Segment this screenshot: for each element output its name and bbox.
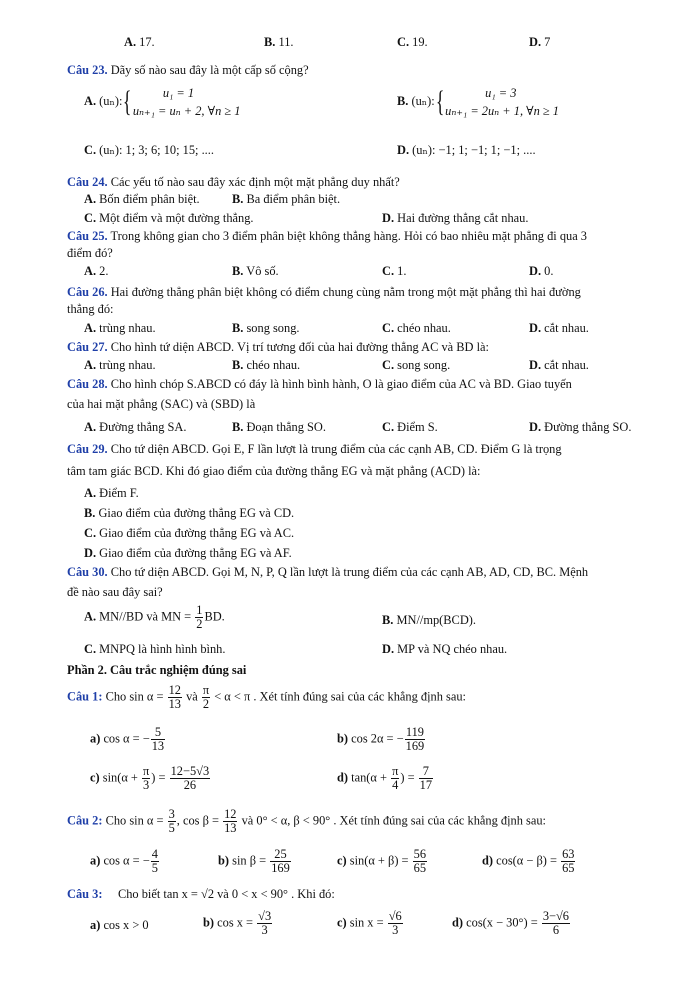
q27-stem: Câu 27. Cho hình tứ diện ABCD. Vị trí tương đối của hai đường thẳng AC và BD là:	[67, 340, 489, 354]
top-option-c: C. 19.	[397, 35, 428, 49]
tf3-statement-a: a) cos x > 0	[90, 918, 149, 932]
q27-option-a: A. trùng nhau.	[84, 358, 156, 372]
q28-option-b: B. Đoạn thẳng SO.	[232, 420, 326, 434]
q24-option-a: A. Bốn điểm phân biệt.	[84, 192, 200, 206]
q24-stem: Câu 24. Các yếu tố nào sau đây xác định một mặt phẳng duy nhất?	[67, 175, 400, 189]
q26-option-c: C. chéo nhau.	[382, 321, 451, 335]
q23-option-d: D. (uₙ): −1; 1; −1; 1; −1; ....	[397, 143, 536, 157]
q27-option-c: C. song song.	[382, 358, 451, 372]
top-option-b: B. 11.	[264, 35, 294, 49]
q24-option-b: B. Ba điểm phân biệt.	[232, 192, 341, 206]
tf2-statement-b: b) sin β = $\frac{25}{169}$	[218, 847, 290, 875]
tf2-statement-a: a) cos α = − $\frac{4}{5}$	[90, 847, 158, 875]
q30-option-a: A. MN//BD và MN = $\frac{1}{2}$ BD.	[84, 603, 225, 631]
q25-stem-line2: điểm đó?	[67, 246, 113, 260]
q28-option-d: D. Đường thẳng SO.	[529, 420, 632, 434]
q29-option-c: C. Giao điểm của đường thẳng EG và AC.	[84, 526, 295, 540]
tf2-stem: Câu 2: Cho sin α = $\frac{3}{5}$ , cos β = $\frac{12}{13}$ và 0° < α, β < 90° . Xét tính đúng sai của các khẳng định sau:	[67, 807, 546, 835]
q29-option-a: A. Điểm F.	[84, 486, 139, 500]
q26-option-b: B. song song.	[232, 321, 300, 335]
q26-option-a: A. trùng nhau.	[84, 321, 156, 335]
q30-stem-line2: đề nào sau đây sai?	[67, 585, 163, 599]
q25-stem-line1: Câu 25. Trong không gian cho 3 điểm phân biệt không thẳng hàng. Hỏi có bao nhiêu mặt phẳng đi qua 3	[67, 229, 588, 243]
q27-option-d: D. cắt nhau.	[529, 358, 589, 372]
tf1-statement-c: c) sin(α + $\frac{\pi}{3}$ ) = $\frac{12-5√3}{26}$	[90, 764, 210, 792]
q25-option-a: A. 2.	[84, 264, 109, 278]
tf3-statement-c: c) sin x = $\frac{√6}{3}$	[337, 909, 402, 937]
q25-option-d: D. 0.	[529, 264, 554, 278]
q30-option-d: D. MP và NQ chéo nhau.	[382, 642, 508, 656]
q28-stem-line1: Câu 28. Cho hình chóp S.ABCD có đáy là hình bình hành, O là giao điểm của AC và BD. Giao tuyến	[67, 377, 572, 391]
tf1-statement-d: d) tan(α + $\frac{\pi}{4}$ ) = $\frac{7}{17}$	[337, 764, 433, 792]
q24-option-c: C. Một điểm và một đường thẳng.	[84, 211, 254, 225]
q26-stem-line1: Câu 26. Hai đường thẳng phân biệt không có điểm chung cùng nằm trong một mặt phẳng thì hai đường	[67, 285, 581, 299]
q29-stem-line2: tâm tam giác BCD. Khi đó giao điểm của đường thẳng EG và mặt phẳng (ACD) là:	[67, 464, 481, 478]
q29-option-d: D. Giao điểm của đường thẳng EG và AF.	[84, 546, 292, 560]
q29-option-b: B. Giao điểm của đường thẳng EG và CD.	[84, 506, 295, 520]
q23-option-a: A. (uₙ):{ u₁ = 1 uₙ₊₁ = uₙ + 2, ∀n ≥ 1	[84, 85, 241, 118]
q25-option-c: C. 1.	[382, 264, 407, 278]
tf2-statement-d: d) cos(α − β) = $\frac{63}{65}$	[482, 847, 575, 875]
tf1-statement-b: b) cos 2α = − $\frac{119}{169}$	[337, 725, 425, 753]
q24-option-d: D. Hai đường thẳng cắt nhau.	[382, 211, 529, 225]
tf1-statement-a: a) cos α = − $\frac{5}{13}$	[90, 725, 165, 753]
top-option-a: A. 17.	[124, 35, 155, 49]
top-option-d: D. 7	[529, 35, 551, 49]
q26-option-d: D. cắt nhau.	[529, 321, 589, 335]
q28-option-a: A. Đường thẳng SA.	[84, 420, 187, 434]
q23-option-c: C. (uₙ): 1; 3; 6; 10; 15; ....	[84, 143, 214, 157]
q23-option-b: B. (uₙ):{ u₁ = 3 uₙ₊₁ = 2uₙ + 1, ∀n ≥ 1	[397, 85, 560, 118]
q28-option-c: C. Điểm S.	[382, 420, 438, 434]
part2-title: Phần 2. Câu trắc nghiệm đúng sai	[67, 663, 247, 677]
q27-option-b: B. chéo nhau.	[232, 358, 301, 372]
tf2-statement-c: c) sin(α + β) = $\frac{56}{65}$	[337, 847, 427, 875]
q30-stem-line1: Câu 30. Cho tứ diện ABCD. Gọi M, N, P, Q lần lượt là trung điểm của các cạnh AB, AD, CD, BC. Mệnh	[67, 565, 589, 579]
q29-stem-line1: Câu 29. Cho tứ diện ABCD. Gọi E, F lần lượt là trung điểm của các cạnh AB, CD. Điểm G là trọng	[67, 442, 562, 456]
q30-option-c: C. MNPQ là hình hình bình.	[84, 642, 226, 656]
tf3-statement-d: d) cos(x − 30°) = $\frac{3-√6}{6}$	[452, 909, 570, 937]
q25-option-b: B. Vô số.	[232, 264, 279, 278]
q26-stem-line2: thẳng đó:	[67, 302, 114, 316]
tf3-statement-b: b) cos x = $\frac{√3}{3}$	[203, 909, 272, 937]
tf3-stem: Câu 3: Cho biết tan x = √2 và 0 < x < 90° . Khi đó:	[67, 887, 335, 901]
q23-stem: Câu 23. Dãy số nào sau đây là một cấp số cộng?	[67, 63, 309, 77]
q30-option-b: B. MN//mp(BCD).	[382, 613, 476, 627]
tf1-stem: Câu 1: Cho sin α = $\frac{12}{13}$ và $\frac{\pi}{2}$ < α < π . Xét tính đúng sai của các khẳng định sau:	[67, 683, 466, 711]
q28-stem-line2: của hai mặt phẳng (SAC) và (SBD) là	[67, 397, 256, 411]
